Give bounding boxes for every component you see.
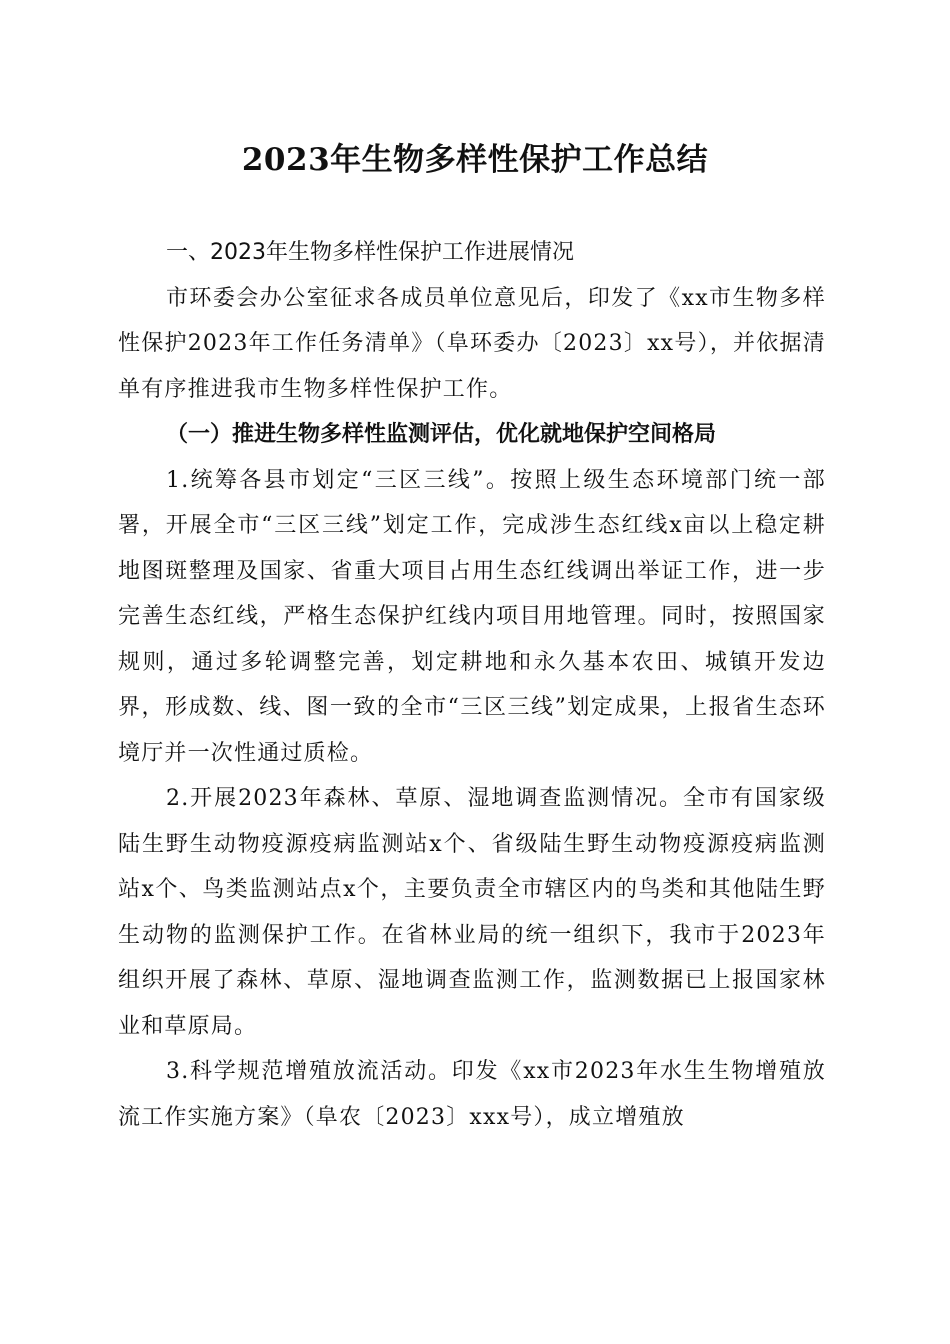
section-heading: 一、2023年生物多样性保护工作进展情况 (166, 240, 574, 265)
item-1-paragraph: 1.统筹各县市划定“三区三线”。按照上级生态环境部门统一部署，开展全市“三区三线”划定工作，完成涉生态红线x亩以上稳定耕地图斑整理及国家、省重大项目占用生态红线调出举证工作，进一步完善生态红线，严格生态保护红线内项目用地管理。同时，按照国家规则，通过多轮调整完善，划定耕地和永久基本农田、城镇开发边界，形成数、线、图一致的全市“三区三线”划定成果，上报省生态环境厅并一次性通过质检。 (118, 467, 826, 766)
document-title: 2023年生物多样性保护工作总结 (241, 142, 709, 178)
item-3-paragraph: 3.科学规范增殖放流活动。印发《xx市2023年水生生物增殖放流工作实施方案》（阜农〔2023〕xxx号），成立增殖放 (118, 1059, 826, 1130)
document-body (118, 230, 826, 1140)
subsection-heading: （一）推进生物多样性监测评估，优化就地保护空间格局 (166, 421, 717, 447)
item-2-paragraph: 2.开展2023年森林、草原、湿地调查监测情况。全市有国家级陆生野生动物疫源疫病监测站x个、省级陆生野生动物疫源疫病监测站x个、鸟类监测站点x个，主要负责全市辖区内的鸟类和其他陆生野生动物的监测保护工作。在省林业局的统一组织下，我市于2023年组织开展了森林、草原、湿地调查监测工作，监测数据已上报国家林业和草原局。 (118, 786, 826, 1039)
intro-paragraph: 市环委会办公室征求各成员单位意见后，印发了《xx市生物多样性保护2023年工作任务清单》（阜环委办〔2023〕xx号），并依据清单有序推进我市生物多样性保护工作。 (118, 285, 826, 402)
